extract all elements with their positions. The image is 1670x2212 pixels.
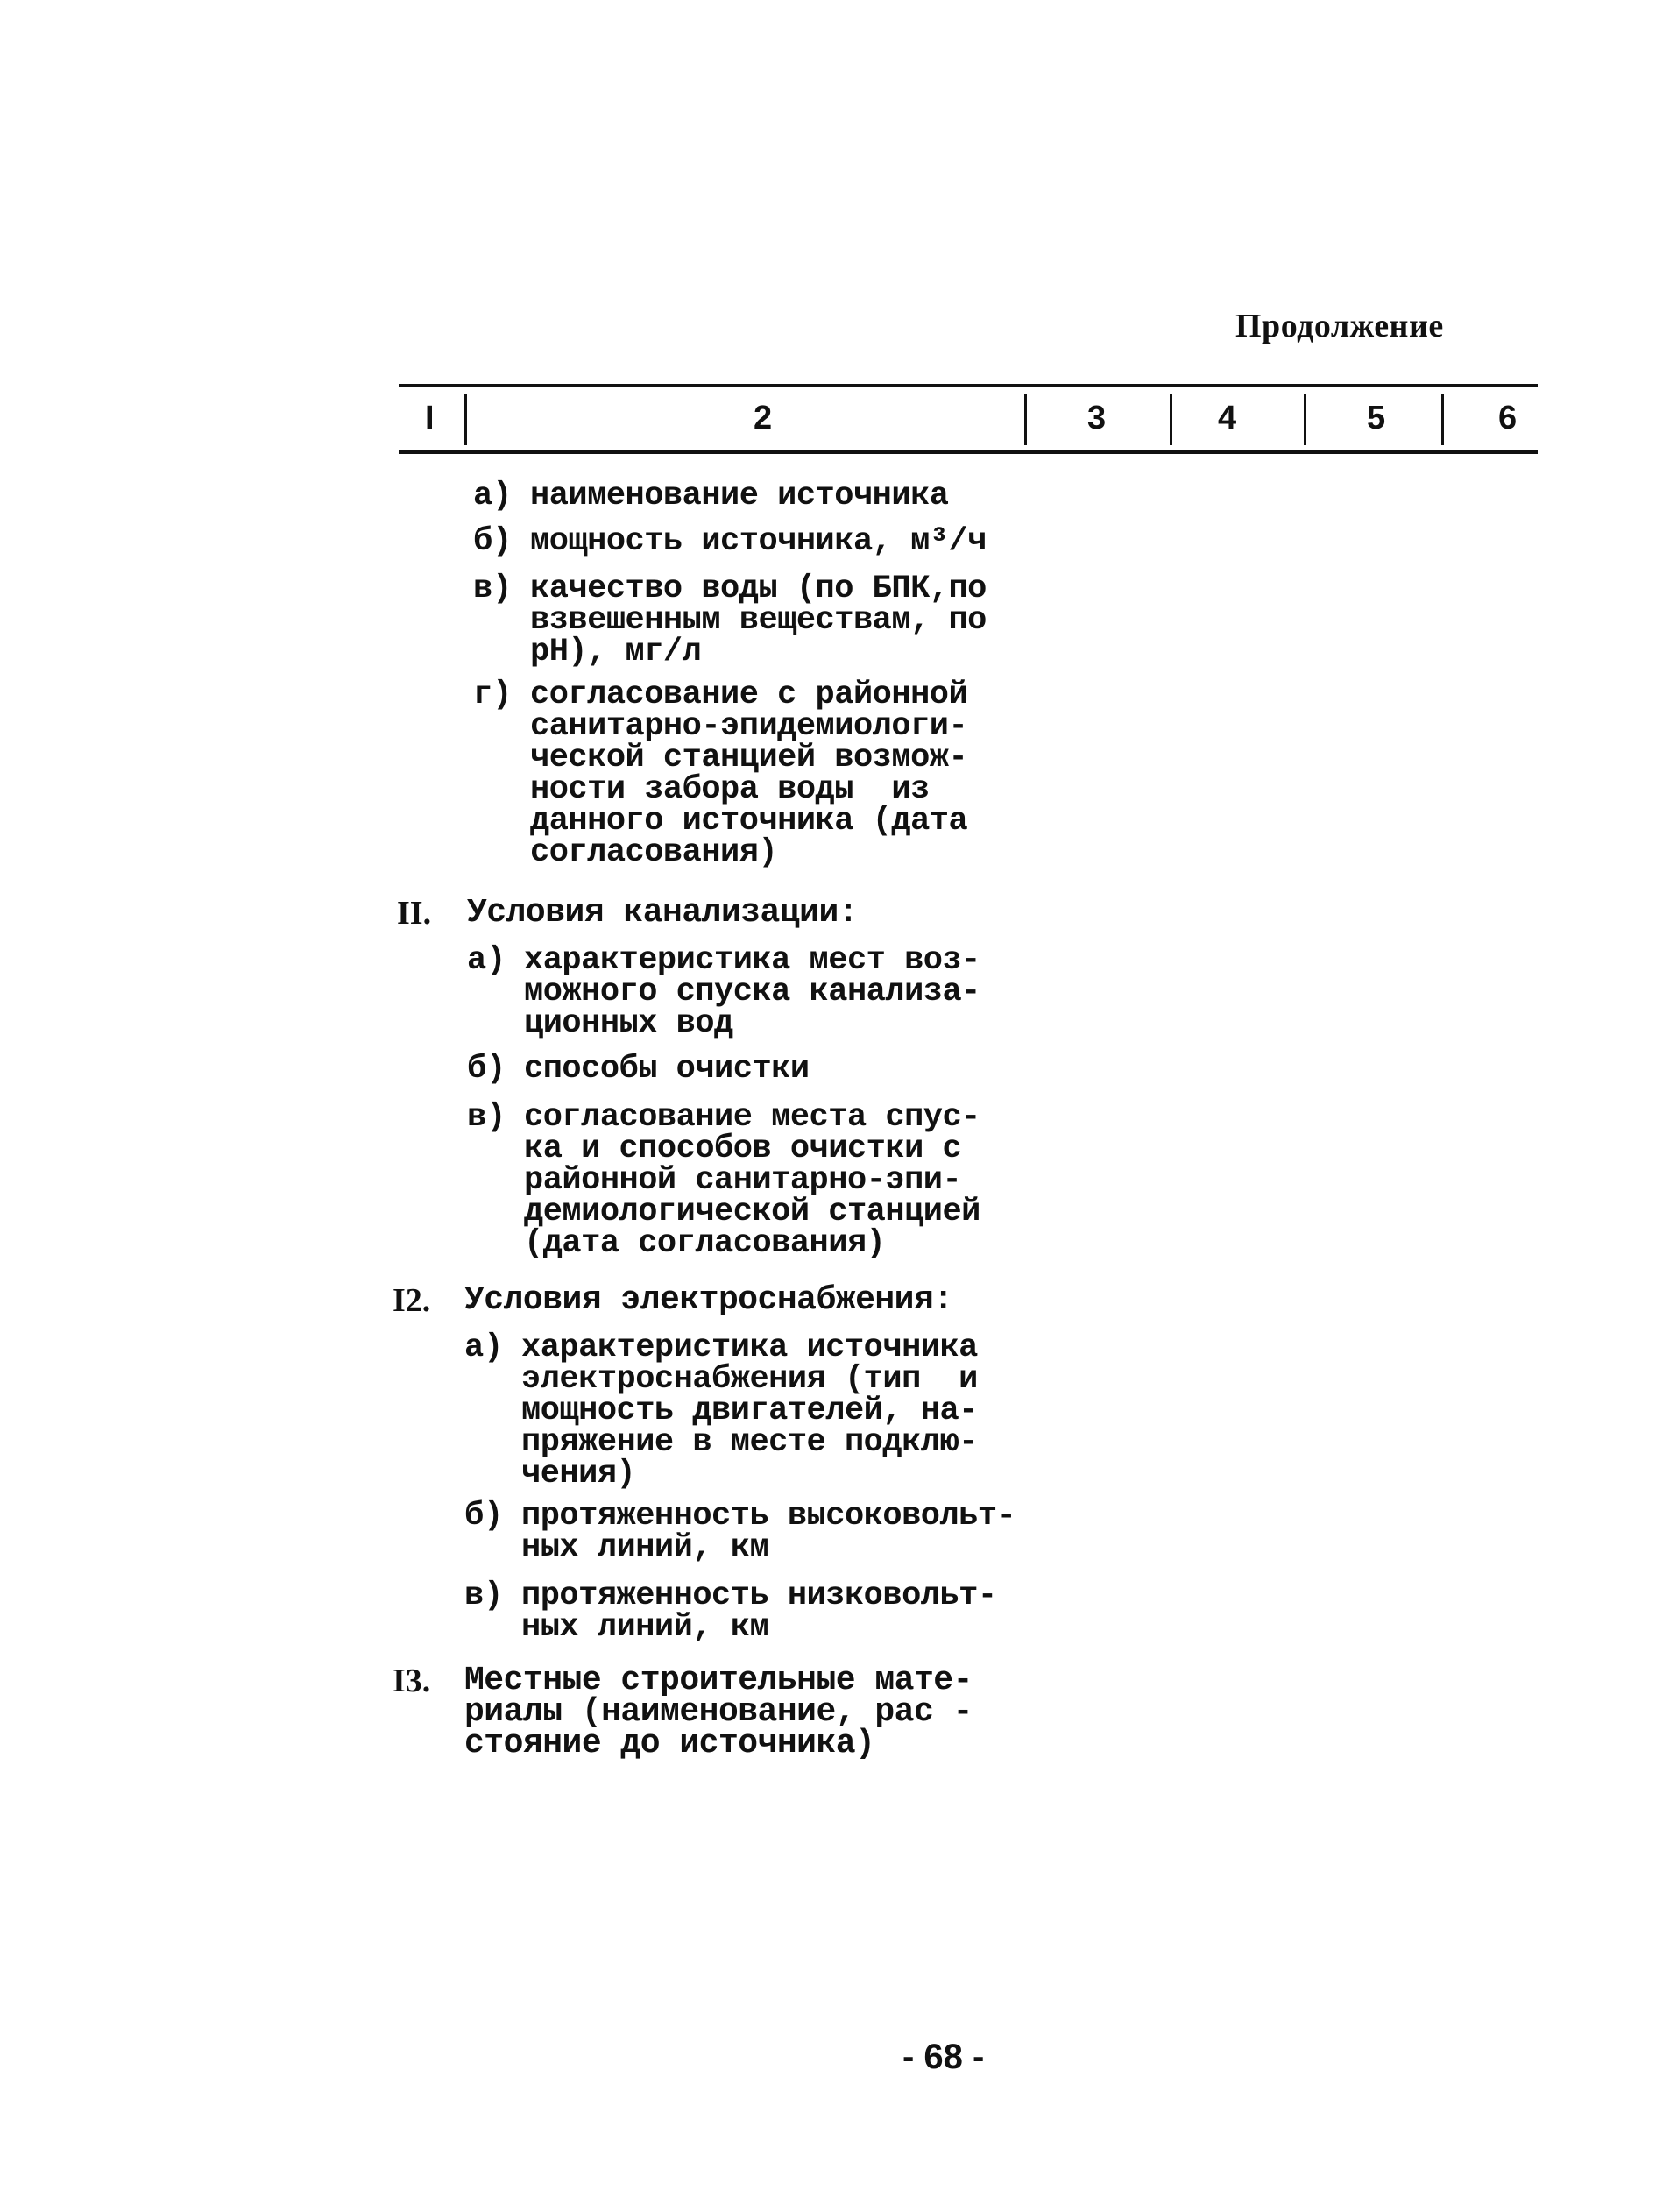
column-header-6: 6 xyxy=(1498,400,1518,436)
list-marker: в) xyxy=(473,571,513,607)
list-marker: б) xyxy=(467,1051,506,1088)
continuation-label: Продолжение xyxy=(1235,308,1444,344)
list-item: согласование с районной санитарно-эпидемиологи- ческой станцией возмож- ности забора воды из данного источника (дата согласования) xyxy=(530,677,968,871)
list-marker: а) xyxy=(467,942,506,979)
section-number: II. xyxy=(397,895,432,932)
column-divider xyxy=(1441,394,1444,445)
section-title: Условия электроснабжения: xyxy=(464,1281,953,1319)
section-title: Местные строительные мате- риалы (наименование, рас - стояние до источника) xyxy=(464,1662,973,1762)
list-item: мощность источника, м³/ч xyxy=(530,523,987,560)
list-marker: б) xyxy=(464,1498,504,1535)
column-header-3: 3 xyxy=(1087,400,1107,436)
list-marker: а) xyxy=(464,1329,504,1366)
column-divider xyxy=(1024,394,1027,445)
page-number: - 68 - xyxy=(902,2038,985,2076)
column-divider xyxy=(464,394,467,445)
column-divider xyxy=(1170,394,1172,445)
column-header-2: 2 xyxy=(754,400,773,436)
list-marker: в) xyxy=(467,1099,506,1136)
section-number: I3. xyxy=(393,1663,431,1699)
section-number: I2. xyxy=(393,1282,431,1319)
list-item: протяженность высоковольт- ных линий, км xyxy=(521,1498,1016,1566)
list-marker: б) xyxy=(473,523,513,560)
list-item: характеристика источника электроснабжения (тип и мощность двигателей, на- пряжение в месте подклю- чения) xyxy=(521,1329,978,1492)
column-header-5: 5 xyxy=(1367,400,1386,436)
column-divider xyxy=(1304,394,1306,445)
list-marker: а) xyxy=(473,478,513,514)
list-item: согласование места спус- ка и способов очистки с районной санитарно-эпи- демиологической станцией (дата согласования) xyxy=(524,1099,980,1262)
column-header-4: 4 xyxy=(1218,400,1237,436)
list-item: качество воды (по БПК,по взвешенным веществам, по рН), мг/л xyxy=(530,571,987,670)
list-item: наименование источника xyxy=(530,478,949,514)
list-marker: в) xyxy=(464,1577,504,1614)
table-header xyxy=(399,384,1538,454)
list-item: протяженность низковольт- ных линий, км xyxy=(521,1577,997,1646)
list-item: способы очистки xyxy=(524,1051,810,1088)
column-header-1: I xyxy=(425,400,435,436)
section-title: Условия канализации: xyxy=(467,894,859,932)
list-marker: г) xyxy=(473,677,513,713)
list-item: характеристика мест воз- можного спуска канализа- ционных вод xyxy=(524,942,980,1042)
